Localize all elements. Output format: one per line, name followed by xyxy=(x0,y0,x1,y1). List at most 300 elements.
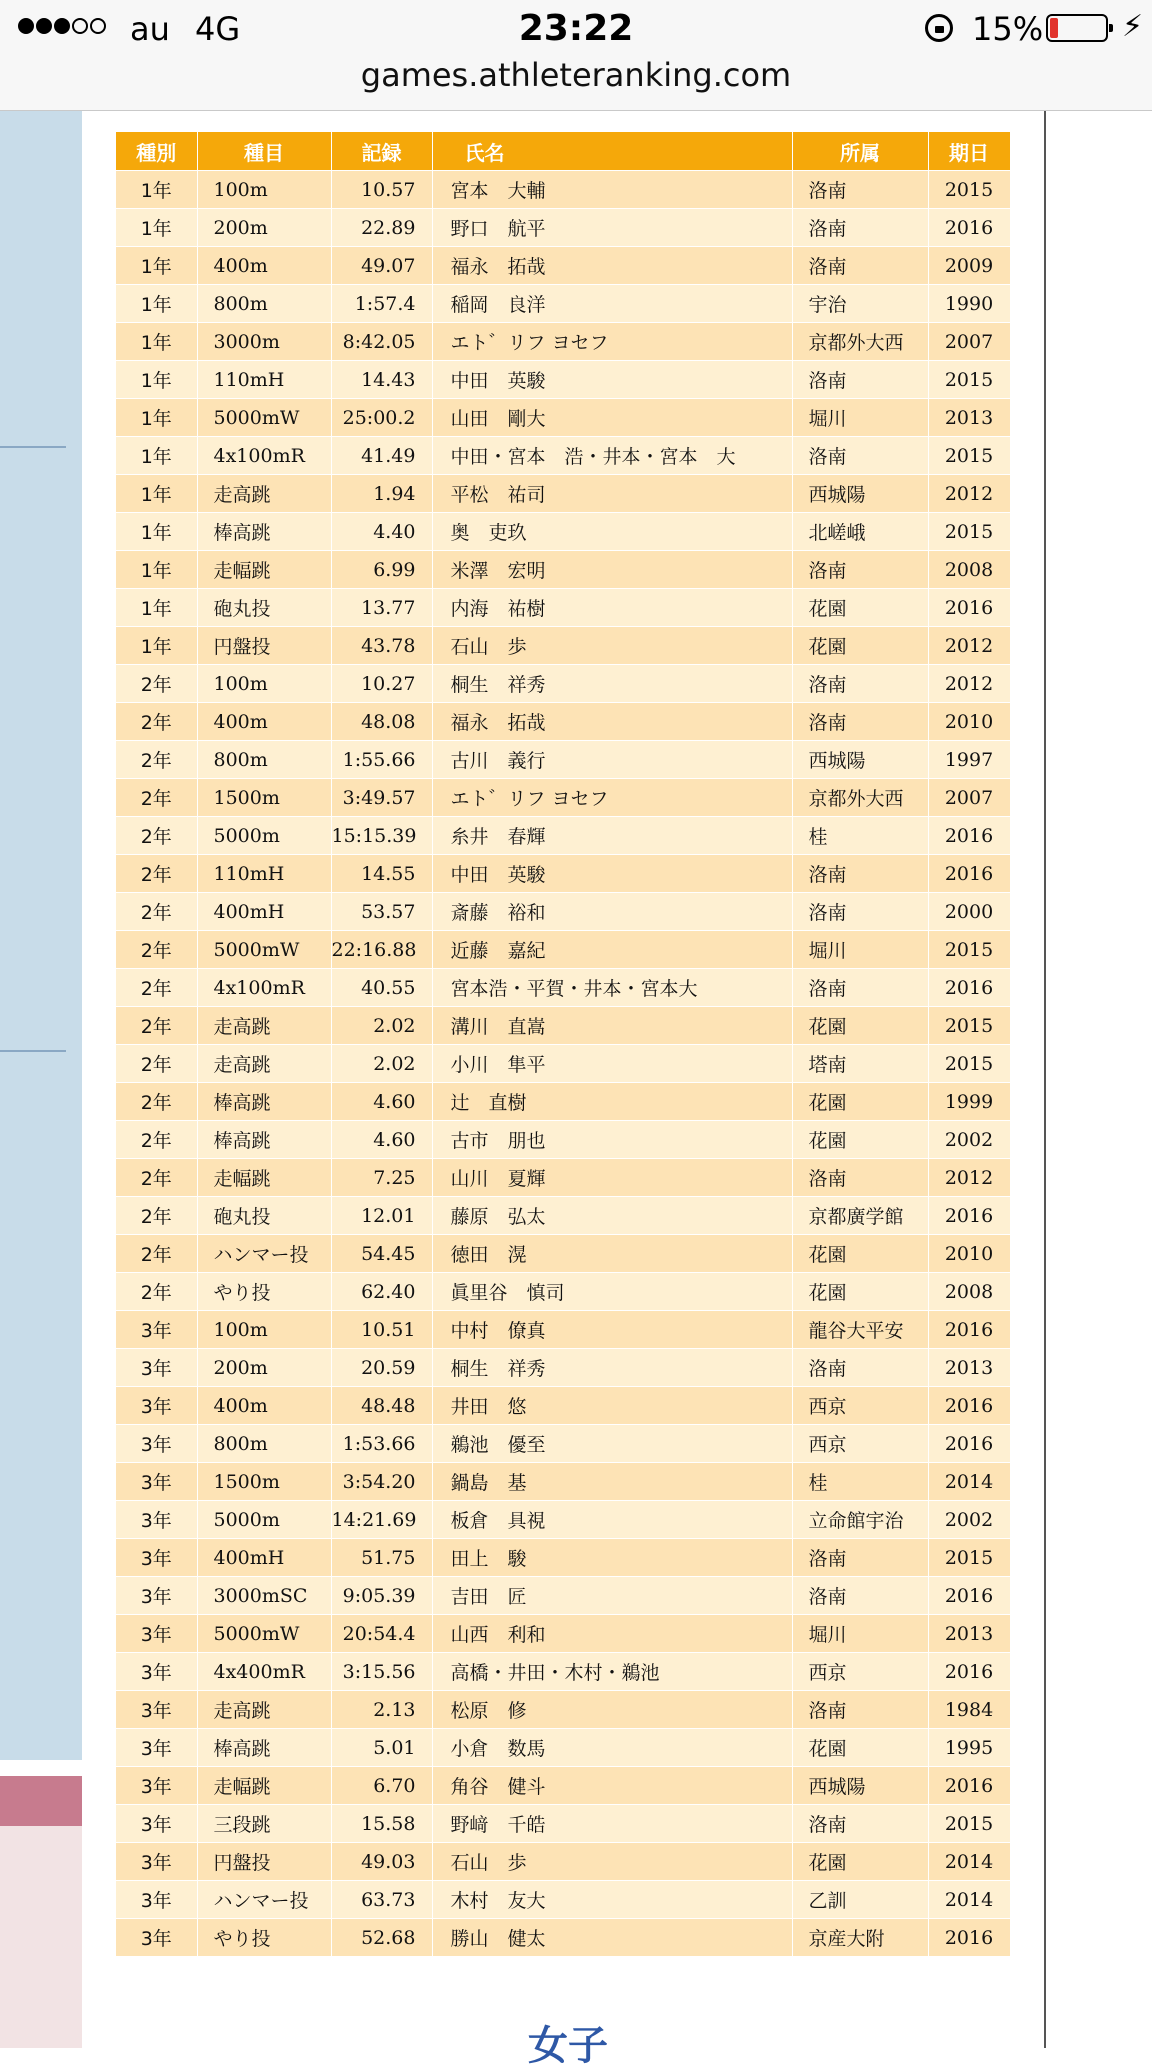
table-row xyxy=(116,1881,1010,1919)
cell-grade: 3年 xyxy=(116,1881,197,1919)
cell-athlete: エト゛リフ ヨセフ xyxy=(432,323,792,361)
cell-athlete: 小川 隼平 xyxy=(432,1045,792,1083)
cell-record: 20.59 xyxy=(331,1349,432,1387)
sidebar-pink-block xyxy=(0,1776,82,1826)
cell-team: 洛南 xyxy=(792,665,928,703)
cell-year: 2014 xyxy=(928,1843,1010,1881)
cell-year: 2015 xyxy=(928,171,1010,209)
cell-record: 14.55 xyxy=(331,855,432,893)
cell-event: 400m xyxy=(197,703,331,741)
cell-event: 5000mW xyxy=(197,399,331,437)
cell-team: 京都外大西 xyxy=(792,779,928,817)
cell-event: 走幅跳 xyxy=(197,551,331,589)
cell-event: 4x100mR xyxy=(197,437,331,475)
cell-athlete: 奥 吏玖 xyxy=(432,513,792,551)
cell-athlete: 高橋・井田・木村・鵜池 xyxy=(432,1653,792,1691)
cell-athlete: 吉田 匠 xyxy=(432,1577,792,1615)
cell-event: 400m xyxy=(197,247,331,285)
header-team: 所属 xyxy=(792,132,928,171)
carrier-name: au xyxy=(130,10,170,48)
cell-record: 22.89 xyxy=(331,209,432,247)
section-heading-women: 女子 xyxy=(528,2023,608,2069)
cell-grade: 3年 xyxy=(116,1729,197,1767)
table-row xyxy=(116,665,1010,703)
cell-grade: 3年 xyxy=(116,1767,197,1805)
cell-record: 22:16.88 xyxy=(331,931,432,969)
cell-grade: 2年 xyxy=(116,817,197,855)
cell-event: 100m xyxy=(197,665,331,703)
cell-year: 2016 xyxy=(928,589,1010,627)
cell-year: 2010 xyxy=(928,1235,1010,1273)
cell-grade: 1年 xyxy=(116,361,197,399)
cell-year: 2015 xyxy=(928,931,1010,969)
table-row xyxy=(116,741,1010,779)
cell-year: 1984 xyxy=(928,1691,1010,1729)
cell-grade: 3年 xyxy=(116,1919,197,1957)
cell-record: 3:15.56 xyxy=(331,1653,432,1691)
table-row xyxy=(116,551,1010,589)
cell-year: 2002 xyxy=(928,1501,1010,1539)
cell-record: 1.94 xyxy=(331,475,432,513)
cell-grade: 2年 xyxy=(116,741,197,779)
cell-team: 西京 xyxy=(792,1653,928,1691)
cell-record: 3:49.57 xyxy=(331,779,432,817)
table-row xyxy=(116,1045,1010,1083)
cell-year: 2016 xyxy=(928,209,1010,247)
table-row xyxy=(116,1273,1010,1311)
cell-event: 5000m xyxy=(197,1501,331,1539)
browser-chrome xyxy=(0,0,1152,111)
cell-athlete: 古市 朋也 xyxy=(432,1121,792,1159)
cell-record: 1:55.66 xyxy=(331,741,432,779)
cell-grade: 1年 xyxy=(116,551,197,589)
table-row xyxy=(116,1843,1010,1881)
cell-record: 7.25 xyxy=(331,1159,432,1197)
cell-athlete: 田上 駿 xyxy=(432,1539,792,1577)
cell-athlete: 眞里谷 慎司 xyxy=(432,1273,792,1311)
cell-year: 2012 xyxy=(928,627,1010,665)
cell-team: 花園 xyxy=(792,1235,928,1273)
table-row xyxy=(116,1083,1010,1121)
cell-record: 63.73 xyxy=(331,1881,432,1919)
cell-event: 走高跳 xyxy=(197,1045,331,1083)
cell-grade: 2年 xyxy=(116,1121,197,1159)
cell-grade: 3年 xyxy=(116,1653,197,1691)
cell-grade: 1年 xyxy=(116,475,197,513)
cell-team: 立命館宇治 xyxy=(792,1501,928,1539)
cell-year: 2008 xyxy=(928,551,1010,589)
table-row xyxy=(116,817,1010,855)
cell-event: 100m xyxy=(197,1311,331,1349)
cell-record: 3:54.20 xyxy=(331,1463,432,1501)
cell-athlete: 桐生 祥秀 xyxy=(432,1349,792,1387)
cell-year: 2010 xyxy=(928,703,1010,741)
cell-team: 乙訓 xyxy=(792,1881,928,1919)
cell-record: 48.08 xyxy=(331,703,432,741)
cell-record: 6.99 xyxy=(331,551,432,589)
cell-year: 1995 xyxy=(928,1729,1010,1767)
cell-grade: 2年 xyxy=(116,703,197,741)
address-bar-url[interactable]: games.athleteranking.com xyxy=(360,56,792,94)
cell-athlete: 内海 祐樹 xyxy=(432,589,792,627)
cell-athlete: 斎藤 裕和 xyxy=(432,893,792,931)
cell-record: 15:15.39 xyxy=(331,817,432,855)
cell-team: 桂 xyxy=(792,817,928,855)
cell-athlete: 小倉 数馬 xyxy=(432,1729,792,1767)
cell-event: 200m xyxy=(197,209,331,247)
cell-grade: 2年 xyxy=(116,1159,197,1197)
cell-year: 2015 xyxy=(928,361,1010,399)
cell-year: 2016 xyxy=(928,1425,1010,1463)
table-row xyxy=(116,1615,1010,1653)
cell-grade: 3年 xyxy=(116,1387,197,1425)
cell-athlete: 平松 祐司 xyxy=(432,475,792,513)
cell-year: 2016 xyxy=(928,1919,1010,1957)
cell-year: 2016 xyxy=(928,1653,1010,1691)
battery-percentage: 15% xyxy=(972,10,1044,48)
cell-event: 円盤投 xyxy=(197,1843,331,1881)
cell-event: 400mH xyxy=(197,1539,331,1577)
cell-athlete: 木村 友大 xyxy=(432,1881,792,1919)
cell-year: 2013 xyxy=(928,1615,1010,1653)
cell-event: 3000m xyxy=(197,323,331,361)
cell-grade: 1年 xyxy=(116,589,197,627)
table-row xyxy=(116,893,1010,931)
cell-grade: 2年 xyxy=(116,1045,197,1083)
cell-athlete: 山川 夏輝 xyxy=(432,1159,792,1197)
cell-grade: 1年 xyxy=(116,513,197,551)
cell-team: 洛南 xyxy=(792,247,928,285)
cell-athlete: 福永 拓哉 xyxy=(432,703,792,741)
battery-icon xyxy=(1046,14,1108,42)
cell-year: 1997 xyxy=(928,741,1010,779)
charging-icon: ⚡ xyxy=(1122,9,1144,44)
cell-year: 1999 xyxy=(928,1083,1010,1121)
cell-athlete: 中田・宮本 浩・井本・宮本 大 xyxy=(432,437,792,475)
cell-team: 西城陽 xyxy=(792,741,928,779)
cell-record: 25:00.2 xyxy=(331,399,432,437)
table-row xyxy=(116,1463,1010,1501)
table-row xyxy=(116,969,1010,1007)
table-row xyxy=(116,1159,1010,1197)
cell-grade: 3年 xyxy=(116,1501,197,1539)
cell-athlete: 山田 剛大 xyxy=(432,399,792,437)
cell-event: 3000mSC xyxy=(197,1577,331,1615)
cell-team: 花園 xyxy=(792,1729,928,1767)
cell-grade: 2年 xyxy=(116,1197,197,1235)
cell-event: 1500m xyxy=(197,779,331,817)
cell-event: 砲丸投 xyxy=(197,589,331,627)
cell-record: 49.07 xyxy=(331,247,432,285)
table-row xyxy=(116,627,1010,665)
cell-record: 54.45 xyxy=(331,1235,432,1273)
cell-team: 洛南 xyxy=(792,1577,928,1615)
cell-team: 洛南 xyxy=(792,171,928,209)
cell-year: 2016 xyxy=(928,1387,1010,1425)
cell-team: 花園 xyxy=(792,1083,928,1121)
cell-event: 棒高跳 xyxy=(197,1083,331,1121)
cell-team: 西城陽 xyxy=(792,475,928,513)
table-row xyxy=(116,1007,1010,1045)
cell-event: 棒高跳 xyxy=(197,513,331,551)
cell-year: 2015 xyxy=(928,1539,1010,1577)
cell-event: やり投 xyxy=(197,1919,331,1957)
table-row xyxy=(116,285,1010,323)
sidebar-pale-block xyxy=(0,1826,82,2048)
cell-athlete: エト゛リフ ヨセフ xyxy=(432,779,792,817)
cell-record: 14.43 xyxy=(331,361,432,399)
table-row xyxy=(116,779,1010,817)
cell-team: 西京 xyxy=(792,1387,928,1425)
cell-event: 200m xyxy=(197,1349,331,1387)
cell-year: 2009 xyxy=(928,247,1010,285)
cell-grade: 2年 xyxy=(116,969,197,1007)
cell-grade: 3年 xyxy=(116,1805,197,1843)
table-row xyxy=(116,475,1010,513)
sidebar-divider xyxy=(0,1050,66,1052)
cell-event: やり投 xyxy=(197,1273,331,1311)
cell-team: 花園 xyxy=(792,1273,928,1311)
cell-grade: 1年 xyxy=(116,285,197,323)
table-row xyxy=(116,1539,1010,1577)
cell-event: ハンマー投 xyxy=(197,1881,331,1919)
cell-grade: 3年 xyxy=(116,1843,197,1881)
table-row xyxy=(116,437,1010,475)
cell-team: 堀川 xyxy=(792,1615,928,1653)
cell-event: 走幅跳 xyxy=(197,1159,331,1197)
cell-team: 堀川 xyxy=(792,931,928,969)
cell-athlete: 藤原 弘太 xyxy=(432,1197,792,1235)
cell-grade: 3年 xyxy=(116,1311,197,1349)
cell-team: 花園 xyxy=(792,1843,928,1881)
cell-event: 砲丸投 xyxy=(197,1197,331,1235)
cell-record: 52.68 xyxy=(331,1919,432,1957)
cell-record: 2.13 xyxy=(331,1691,432,1729)
table-row xyxy=(116,1311,1010,1349)
cell-team: 北嵯峨 xyxy=(792,513,928,551)
cell-athlete: 近藤 嘉紀 xyxy=(432,931,792,969)
cell-athlete: 宮本浩・平賀・井本・宮本大 xyxy=(432,969,792,1007)
cell-athlete: 桐生 祥秀 xyxy=(432,665,792,703)
cell-team: 京都廣学館 xyxy=(792,1197,928,1235)
cell-team: 洛南 xyxy=(792,551,928,589)
cell-team: 花園 xyxy=(792,1121,928,1159)
cell-event: 100m xyxy=(197,171,331,209)
cell-event: 5000mW xyxy=(197,1615,331,1653)
cell-event: 1500m xyxy=(197,1463,331,1501)
cell-year: 2008 xyxy=(928,1273,1010,1311)
cell-athlete: 稲岡 良洋 xyxy=(432,285,792,323)
cell-team: 洛南 xyxy=(792,1539,928,1577)
cell-event: 800m xyxy=(197,285,331,323)
cell-event: 走幅跳 xyxy=(197,1767,331,1805)
cell-year: 2012 xyxy=(928,1159,1010,1197)
cell-team: 桂 xyxy=(792,1463,928,1501)
content-right-border xyxy=(1044,110,1046,2048)
cell-year: 2013 xyxy=(928,1349,1010,1387)
table-row xyxy=(116,1197,1010,1235)
table-row xyxy=(116,1121,1010,1159)
left-sidebar xyxy=(0,110,82,1760)
cell-team: 洛南 xyxy=(792,1159,928,1197)
cell-event: 走高跳 xyxy=(197,1691,331,1729)
table-row xyxy=(116,247,1010,285)
cell-athlete: 板倉 具視 xyxy=(432,1501,792,1539)
cell-record: 10.57 xyxy=(331,171,432,209)
cell-record: 4.60 xyxy=(331,1083,432,1121)
cell-year: 2014 xyxy=(928,1881,1010,1919)
table-row xyxy=(116,1577,1010,1615)
table-row xyxy=(116,399,1010,437)
cell-year: 2015 xyxy=(928,513,1010,551)
cell-event: 110mH xyxy=(197,855,331,893)
cell-grade: 2年 xyxy=(116,893,197,931)
cell-athlete: 鍋島 基 xyxy=(432,1463,792,1501)
cell-grade: 1年 xyxy=(116,323,197,361)
cell-event: 800m xyxy=(197,741,331,779)
cell-athlete: 古川 義行 xyxy=(432,741,792,779)
cell-event: 4x100mR xyxy=(197,969,331,1007)
cell-record: 51.75 xyxy=(331,1539,432,1577)
table-row xyxy=(116,589,1010,627)
cell-event: 三段跳 xyxy=(197,1805,331,1843)
table-row xyxy=(116,1425,1010,1463)
table-row xyxy=(116,323,1010,361)
cell-team: 京産大附 xyxy=(792,1919,928,1957)
table-row xyxy=(116,931,1010,969)
cell-year: 2016 xyxy=(928,1311,1010,1349)
table-row xyxy=(116,513,1010,551)
cell-athlete: 野口 航平 xyxy=(432,209,792,247)
cell-record: 41.49 xyxy=(331,437,432,475)
cell-record: 62.40 xyxy=(331,1273,432,1311)
table-row xyxy=(116,1919,1010,1957)
cell-team: 洛南 xyxy=(792,1349,928,1387)
status-bar xyxy=(0,0,1152,56)
cell-athlete: 鵜池 優至 xyxy=(432,1425,792,1463)
table-header-row xyxy=(116,132,1010,171)
cell-year: 2015 xyxy=(928,437,1010,475)
table-row xyxy=(116,171,1010,209)
cell-record: 49.03 xyxy=(331,1843,432,1881)
cell-grade: 1年 xyxy=(116,171,197,209)
cell-record: 1:57.4 xyxy=(331,285,432,323)
table-row xyxy=(116,1235,1010,1273)
cell-team: 洛南 xyxy=(792,969,928,1007)
cell-year: 2016 xyxy=(928,1577,1010,1615)
cell-year: 2012 xyxy=(928,665,1010,703)
table-row xyxy=(116,1767,1010,1805)
cell-record: 53.57 xyxy=(331,893,432,931)
cell-athlete: 石山 歩 xyxy=(432,1843,792,1881)
cell-athlete: 野﨑 千皓 xyxy=(432,1805,792,1843)
cell-grade: 3年 xyxy=(116,1463,197,1501)
cell-grade: 3年 xyxy=(116,1577,197,1615)
cell-team: 堀川 xyxy=(792,399,928,437)
cell-team: 龍谷大平安 xyxy=(792,1311,928,1349)
cell-athlete: 中村 僚真 xyxy=(432,1311,792,1349)
cell-athlete: 勝山 健太 xyxy=(432,1919,792,1957)
cell-grade: 2年 xyxy=(116,1007,197,1045)
cell-grade: 2年 xyxy=(116,665,197,703)
status-time: 23:22 xyxy=(518,8,634,49)
cell-team: 洛南 xyxy=(792,1805,928,1843)
table-row xyxy=(116,1805,1010,1843)
cell-grade: 2年 xyxy=(116,779,197,817)
cell-year: 2016 xyxy=(928,969,1010,1007)
cell-record: 10.27 xyxy=(331,665,432,703)
table-row xyxy=(116,1653,1010,1691)
cell-event: 走高跳 xyxy=(197,1007,331,1045)
cell-event: 4x400mR xyxy=(197,1653,331,1691)
cell-team: 洛南 xyxy=(792,703,928,741)
header-grade: 種別 xyxy=(116,132,197,171)
table-row xyxy=(116,361,1010,399)
table-row xyxy=(116,209,1010,247)
cell-record: 48.48 xyxy=(331,1387,432,1425)
cell-year: 2007 xyxy=(928,779,1010,817)
cell-team: 洛南 xyxy=(792,855,928,893)
cell-athlete: 宮本 大輔 xyxy=(432,171,792,209)
cell-team: 花園 xyxy=(792,627,928,665)
cell-athlete: 米澤 宏明 xyxy=(432,551,792,589)
cell-year: 1990 xyxy=(928,285,1010,323)
cell-grade: 3年 xyxy=(116,1349,197,1387)
cell-grade: 3年 xyxy=(116,1691,197,1729)
cell-year: 2014 xyxy=(928,1463,1010,1501)
cell-team: 洛南 xyxy=(792,209,928,247)
cell-athlete: 辻 直樹 xyxy=(432,1083,792,1121)
cell-event: 棒高跳 xyxy=(197,1729,331,1767)
sidebar-divider xyxy=(0,446,66,448)
cell-team: 洛南 xyxy=(792,361,928,399)
header-year: 期日 xyxy=(928,132,1010,171)
cell-year: 2007 xyxy=(928,323,1010,361)
cell-athlete: 福永 拓哉 xyxy=(432,247,792,285)
cell-event: 5000mW xyxy=(197,931,331,969)
cell-event: 110mH xyxy=(197,361,331,399)
cell-year: 2012 xyxy=(928,475,1010,513)
table-row xyxy=(116,855,1010,893)
cell-record: 10.51 xyxy=(331,1311,432,1349)
cell-grade: 3年 xyxy=(116,1425,197,1463)
cell-record: 5.01 xyxy=(331,1729,432,1767)
cell-grade: 1年 xyxy=(116,209,197,247)
cell-grade: 3年 xyxy=(116,1539,197,1577)
cell-grade: 1年 xyxy=(116,399,197,437)
cell-team: 洛南 xyxy=(792,1691,928,1729)
table-row xyxy=(116,1729,1010,1767)
cell-athlete: 松原 修 xyxy=(432,1691,792,1729)
cell-event: 400mH xyxy=(197,893,331,931)
cell-record: 15.58 xyxy=(331,1805,432,1843)
cell-athlete: 角谷 健斗 xyxy=(432,1767,792,1805)
cell-record: 2.02 xyxy=(331,1045,432,1083)
cell-grade: 1年 xyxy=(116,247,197,285)
cell-record: 43.78 xyxy=(331,627,432,665)
cell-record: 20:54.4 xyxy=(331,1615,432,1653)
cell-grade: 1年 xyxy=(116,627,197,665)
cell-athlete: 山西 利和 xyxy=(432,1615,792,1653)
cell-event: 棒高跳 xyxy=(197,1121,331,1159)
header-record: 記録 xyxy=(331,132,432,171)
cell-grade: 2年 xyxy=(116,1235,197,1273)
cell-grade: 3年 xyxy=(116,1615,197,1653)
table-row xyxy=(116,1387,1010,1425)
header-name: 氏名 xyxy=(432,132,792,171)
cell-team: 花園 xyxy=(792,1007,928,1045)
cell-team: 西京 xyxy=(792,1425,928,1463)
